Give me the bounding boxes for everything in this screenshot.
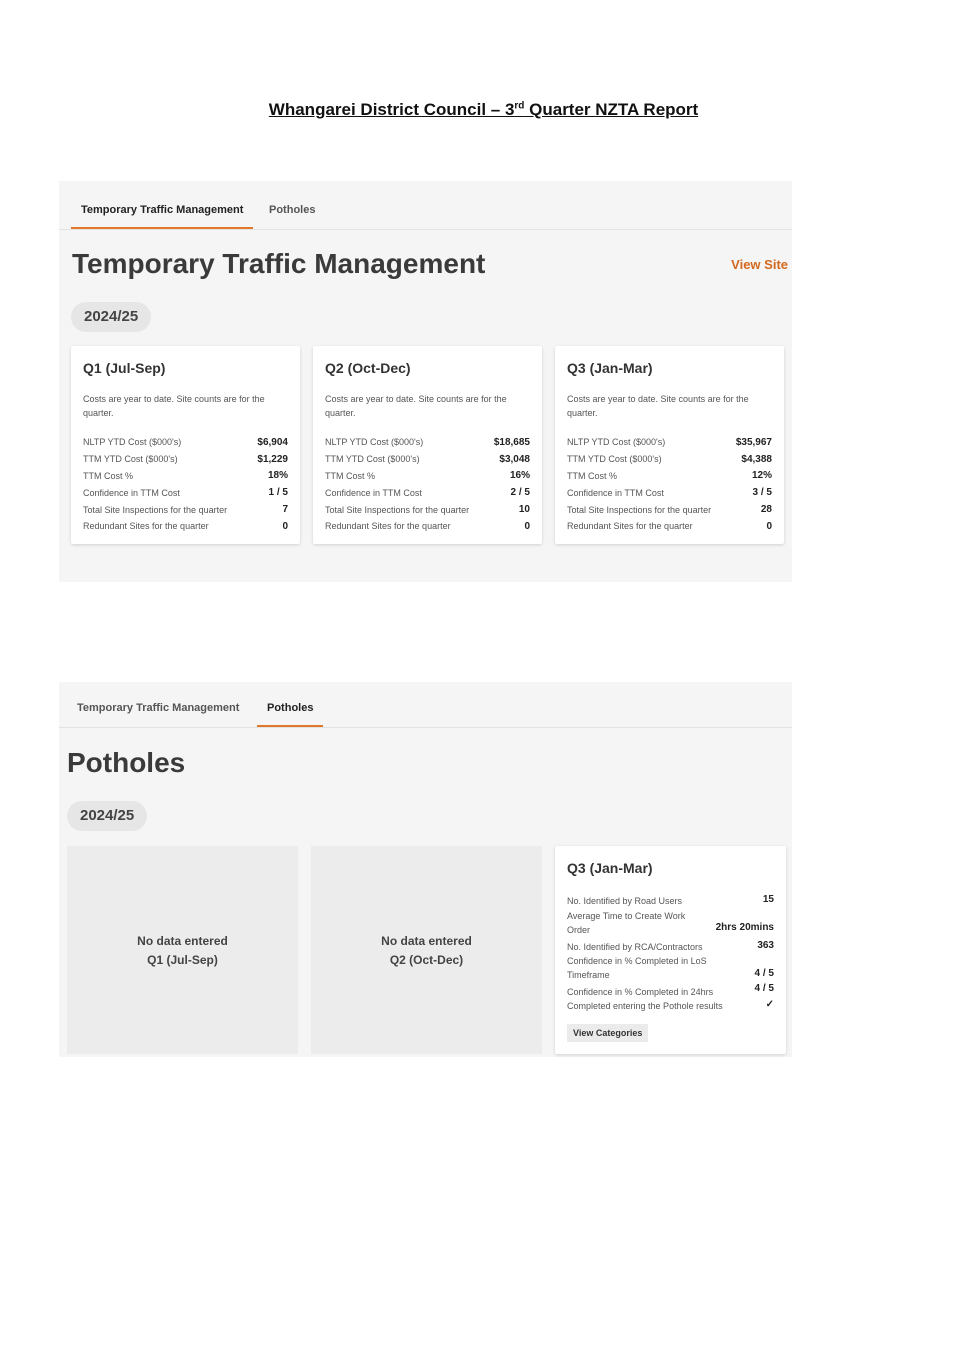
quarter-card-q1 [71,346,300,544]
metric-row [83,468,288,485]
metric-row [567,518,772,535]
metric-value: 18% [267,470,288,482]
metric-value: 10 [518,504,530,516]
card-note: Costs are year to date. Site counts are for the quarter. [567,394,749,418]
metric-value: 363 [757,940,774,951]
potholes-panel [59,682,792,1057]
metric-value: 2hrs 20mins [715,922,774,933]
tab-temporary-traffic-management[interactable]: Temporary Traffic Management [71,181,253,229]
metric-label: TTM Cost % [325,470,376,481]
metric-value: 28 [760,504,772,516]
metric-value: $3,048 [499,453,530,465]
metric-label: Total Site Inspections for the quarter [567,504,712,515]
metric-value: 0 [282,520,288,532]
metric-row [83,501,288,518]
metric-row [567,434,772,451]
metric-value: $35,967 [735,436,772,448]
metric-row [325,518,530,535]
metric-label: Average Time to Create Work Order [567,911,686,935]
empty-message: No data entered Q1 (Jul-Sep) [137,934,228,967]
metric-label: Confidence in TTM Cost [567,487,664,498]
check-icon: ✓ [765,999,774,1010]
card-title: Q3 (Jan-Mar) [567,860,653,876]
metric-value: 15 [762,894,774,905]
tab-potholes[interactable]: Potholes [257,682,323,727]
metric-label: Redundant Sites for the quarter [567,521,693,532]
metrics-list [567,434,772,535]
view-categories-button[interactable]: View Categories [567,1024,648,1042]
metric-label: NLTP YTD Cost ($000's) [325,437,424,448]
metric-value: 0 [524,520,530,532]
metric-label: TTM YTD Cost ($000's) [83,454,178,465]
empty-quarter-q1 [67,846,298,1054]
metric-value: $4,388 [741,453,772,465]
metric-value: $6,904 [257,436,288,448]
metric-row [83,451,288,468]
metric-value: 7 [282,504,288,516]
metric-label: TTM Cost % [567,470,618,481]
metric-row [567,451,772,468]
metric-value: 4 / 5 [754,968,774,979]
view-site-link[interactable]: View Site [731,257,788,272]
tab-temporary-traffic-management[interactable]: Temporary Traffic Management [77,702,240,714]
metric-label: Confidence in % Completed in 24hrs [567,987,714,997]
metric-row [567,894,774,908]
metric-row [567,468,772,485]
quarter-card-q3 [555,846,786,1054]
metric-label: Confidence in TTM Cost [83,487,180,498]
metric-label: Redundant Sites for the quarter [83,521,209,532]
metric-label: Total Site Inspections for the quarter [83,504,228,515]
metric-value: 12% [751,470,772,482]
metric-row [567,985,774,999]
metric-value: $18,685 [493,436,530,448]
card-note: Costs are year to date. Site counts are for the quarter. [325,394,507,418]
quarter-card-q3 [555,346,784,544]
metric-row [567,940,774,954]
card-note: Costs are year to date. Site counts are for the quarter. [83,394,265,418]
metric-row [567,999,774,1013]
document-title: Whangarei District Council – 3rd Quarter NZTA Report [268,100,699,119]
year-badge[interactable]: 2024/25 [67,801,147,831]
card-title: Q3 (Jan-Mar) [567,360,653,376]
ttm-panel [59,181,792,582]
empty-quarter-q2 [311,846,542,1054]
metric-label: Confidence in TTM Cost [325,487,422,498]
metric-label: No. Identified by RCA/Contractors [567,942,703,952]
metric-row [325,468,530,485]
metric-label: Redundant Sites for the quarter [325,521,451,532]
metric-row [83,434,288,451]
quarter-card-q2 [313,346,542,544]
metric-label: NLTP YTD Cost ($000's) [83,437,182,448]
metric-row [325,501,530,518]
metrics-list [83,434,288,535]
metric-row [567,501,772,518]
metric-label: TTM YTD Cost ($000's) [567,454,662,465]
metric-value: 4 / 5 [754,983,774,994]
metric-label: TTM YTD Cost ($000's) [325,454,420,465]
metric-row [83,518,288,535]
card-title: Q1 (Jul-Sep) [83,360,166,376]
metric-value: $1,229 [257,453,288,465]
metric-label: NLTP YTD Cost ($000's) [567,437,666,448]
metric-value: 16% [509,470,530,482]
metric-value: 0 [766,520,772,532]
metric-row [325,434,530,451]
empty-message: No data entered Q2 (Oct-Dec) [381,934,472,967]
metric-label: Confidence in % Completed in LoS Timeframe [567,956,707,980]
tab-bar [59,682,792,728]
metrics-list [325,434,530,535]
metric-label: Completed entering the Pothole results [567,1001,723,1011]
metric-row [567,954,774,982]
metric-value: 3 / 5 [752,487,772,499]
page-title: Potholes [67,747,186,778]
metric-row [83,484,288,501]
metric-label: Total Site Inspections for the quarter [325,504,470,515]
metric-row [325,484,530,501]
tab-potholes[interactable]: Potholes [269,204,316,216]
metric-label: TTM Cost % [83,470,134,481]
metric-row [325,451,530,468]
metric-label: No. Identified by Road Users [567,896,683,906]
metric-row [567,484,772,501]
metric-value: 1 / 5 [268,487,288,499]
metric-value: 2 / 5 [510,487,530,499]
metric-row [567,909,774,937]
year-badge[interactable]: 2024/25 [71,302,151,332]
tab-bar [59,181,792,230]
page-title: Temporary Traffic Management [72,248,486,279]
card-title: Q2 (Oct-Dec) [325,360,411,376]
